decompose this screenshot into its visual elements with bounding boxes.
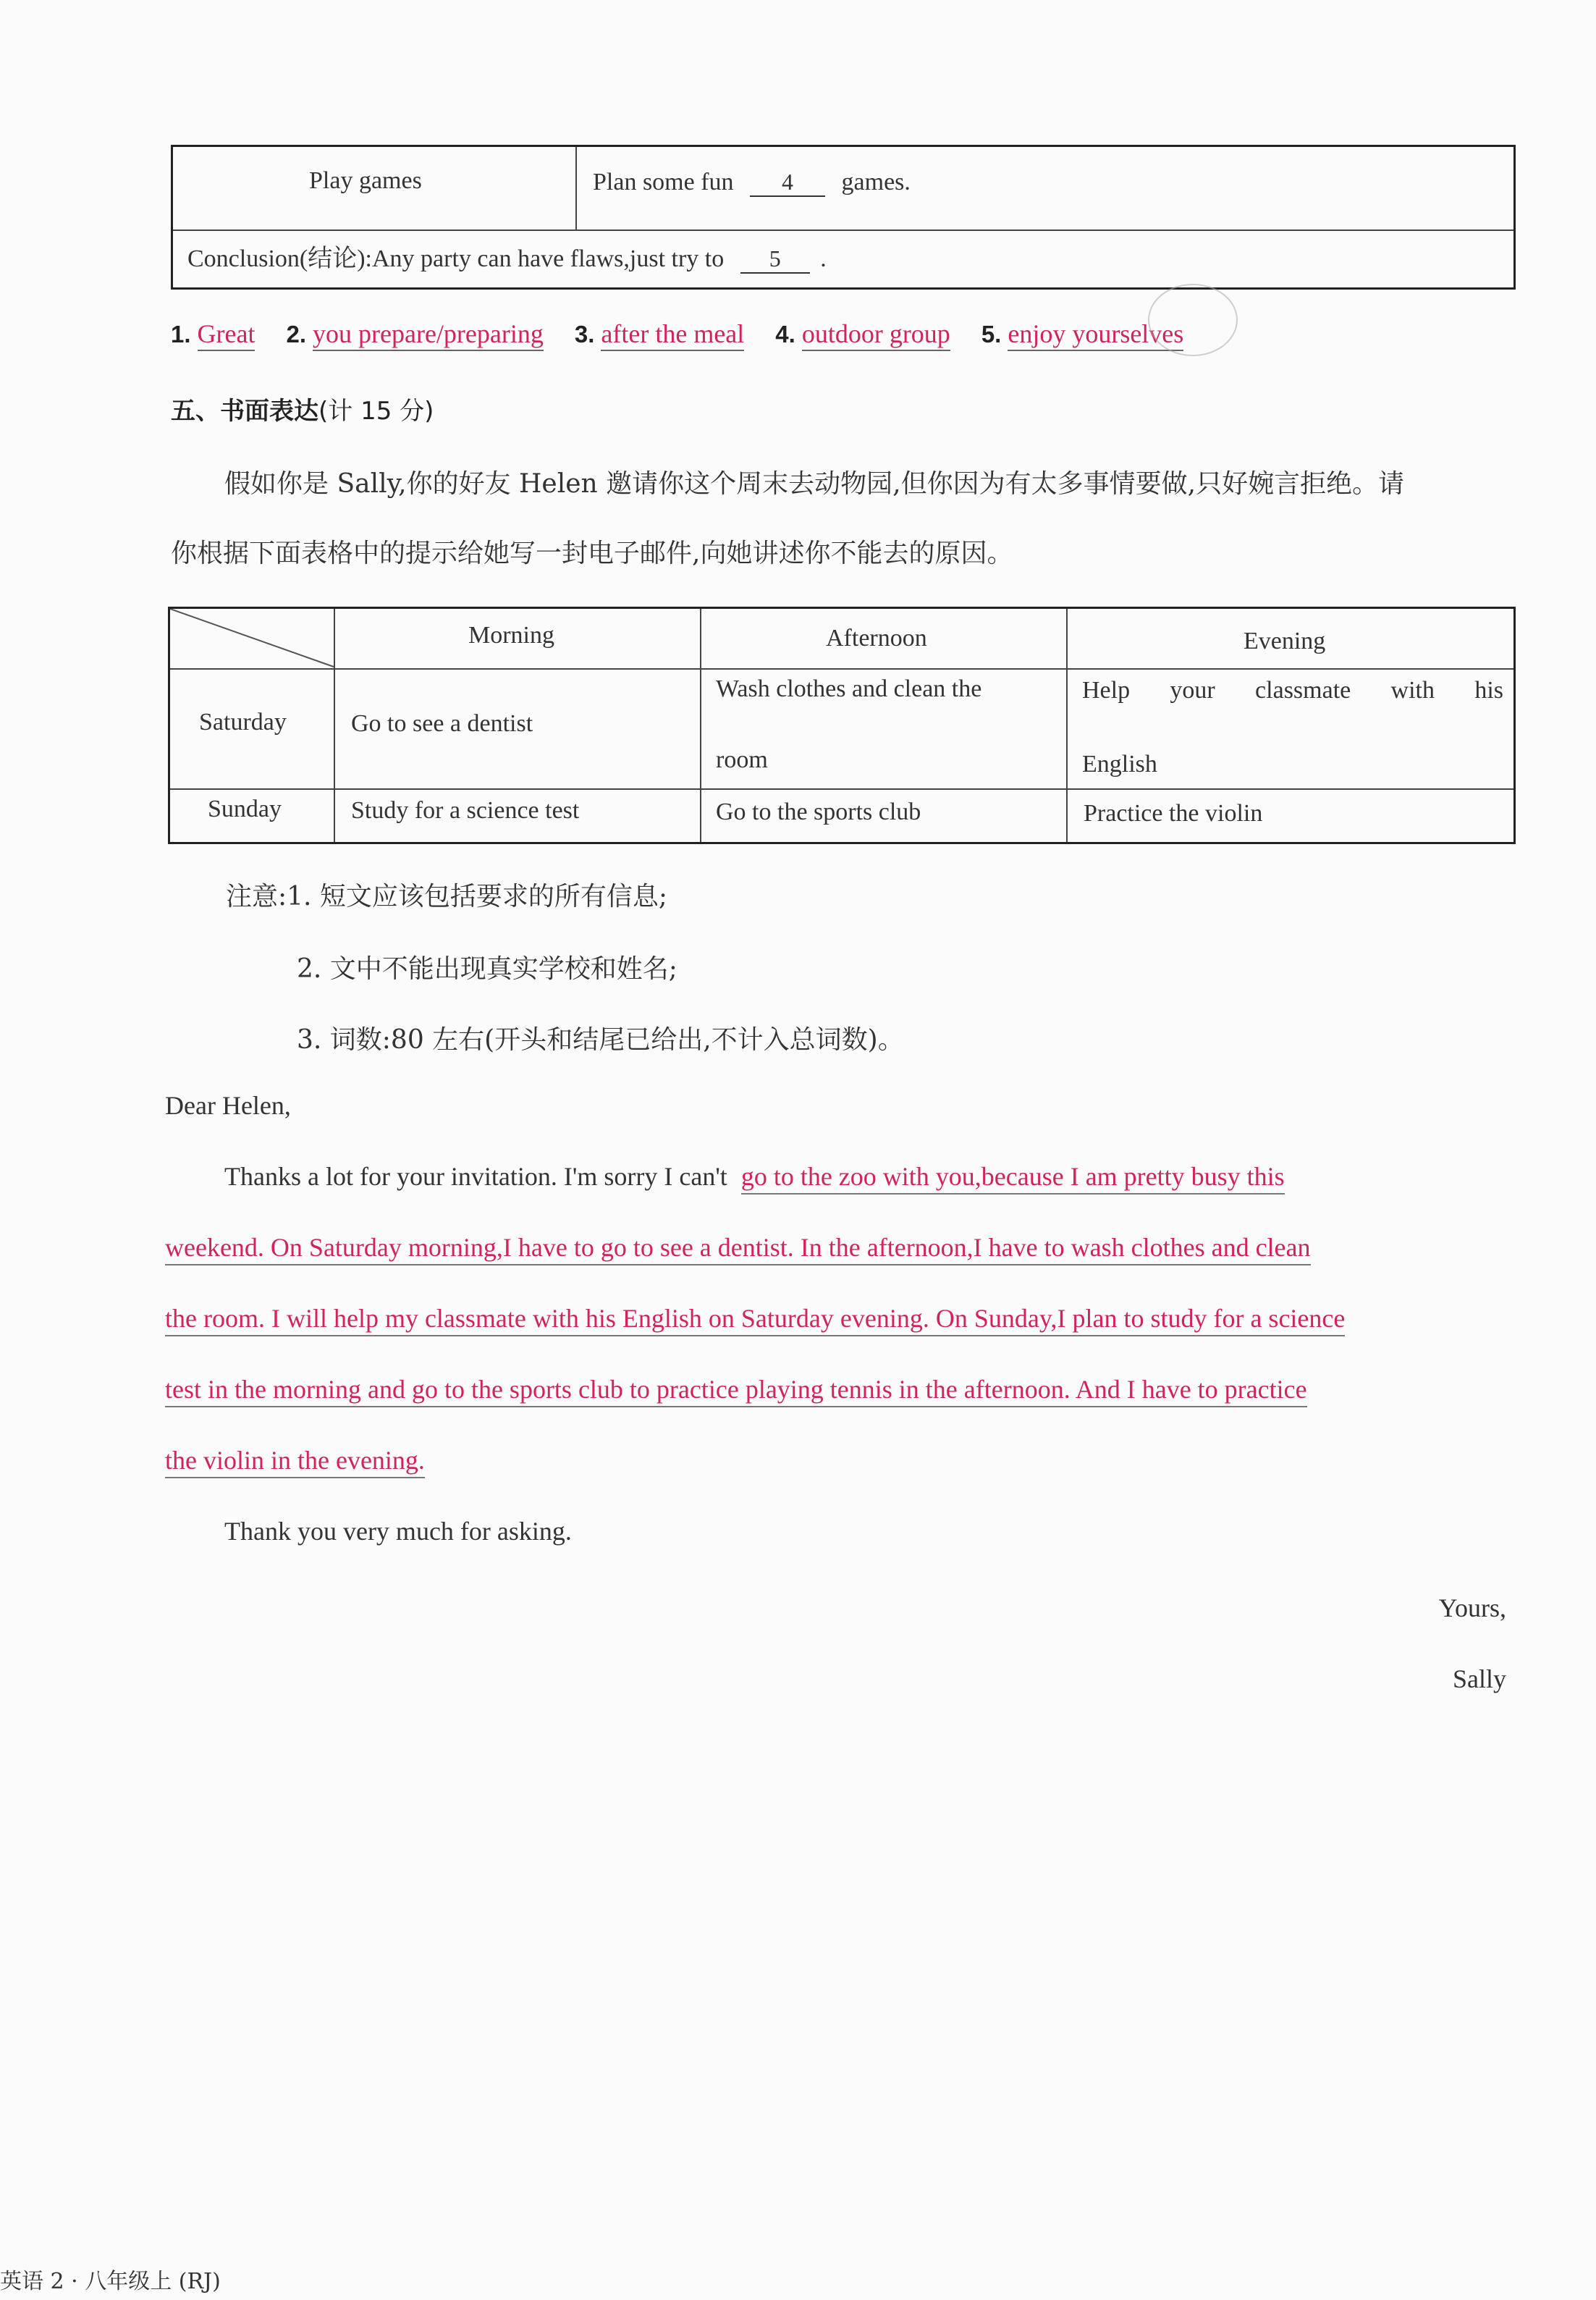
saturday-afternoon-1: Wash clothes and clean the [716,675,982,702]
letter-greeting: Dear Helen, [165,1091,291,1120]
letter-closing: Thank you very much for asking. [224,1517,572,1546]
prompt-line-2: 你根据下面表格中的提示给她写一封电子邮件,向她讲述你不能去的原因。 [171,539,1013,568]
table-divider [700,609,701,842]
letter-yours: Yours, [1438,1593,1506,1622]
answer-key [171,319,1546,369]
table-divider [170,668,1513,670]
prompt-line-1: 假如你是 Sally,你的好友 Helen 邀请你这个周末去动物园,但你因为有太多事情要做,只好婉言拒绝。请 [224,469,1405,499]
letter-line-1 [165,1161,1511,1192]
header-afternoon: Afternoon [826,625,927,652]
plan-text: Plan some fun [593,169,734,195]
header-evening: Evening [1244,628,1326,654]
answer-value: enjoy yourselves [1008,319,1183,351]
note-3: 3. 词数:80 左右(开头和结尾已给出,不计入总词数)。 [297,1025,904,1055]
letter-line-5 [165,1445,1511,1475]
letter-answer: the room. I will help my classmate with his English on Saturday evening. On Sunday,I plan to study for a science [165,1304,1345,1336]
table-divider [575,147,577,229]
note-2: 2. 文中不能出现真实学校和姓名; [297,954,677,984]
sunday-morning: Study for a science test [351,797,580,824]
answer-1 [171,319,255,349]
table-divider [334,609,335,842]
stamp-icon [1148,284,1238,356]
row-saturday-label: Saturday [199,709,287,736]
answer-number: 2. [286,321,307,347]
saturday-evening-2: English [1082,751,1157,778]
saturday-evening-1: Help your classmate with his [1082,677,1503,704]
answer-4 [775,319,950,349]
letter-signature: Sally [1452,1664,1506,1693]
section-title-text: 五、书面表达 [171,397,318,426]
saturday-morning: Go to see a dentist [351,710,533,737]
answer-2 [286,319,543,349]
answer-number: 5. [981,321,1002,347]
answer-value: outdoor group [802,319,950,351]
header-diagonal [170,609,335,668]
answer-number: 4. [775,321,795,347]
row-sunday-label: Sunday [208,796,282,822]
answer-number: 1. [171,321,191,347]
table-cell-conclusion [187,238,827,274]
blank-4: 4 [750,169,825,197]
sunday-evening: Practice the violin [1084,800,1263,827]
table-cell-plan [593,169,911,197]
answer-number: 3. [574,321,595,347]
top-table [171,145,1516,290]
letter-line-4 [165,1374,1511,1404]
letter-text: Thanks a lot for your invitation. I'm sorry I can't [224,1162,727,1191]
answer-value: you prepare/preparing [313,319,544,351]
section-title [171,391,434,426]
answer-value: Great [198,319,256,351]
letter-answer: go to the zoo with you,because I am pretty busy this [741,1162,1285,1195]
table-divider [170,788,1513,790]
answer-value: after the meal [601,319,744,351]
saturday-afternoon-2: room [716,746,768,773]
conclusion-text: Conclusion(结论):Any party can have flaws,just try to [187,245,725,272]
letter-answer: weekend. On Saturday morning,I have to go to see a dentist. In the afternoon,I have to wash clothes and clean [165,1233,1311,1265]
table-divider [1066,609,1068,842]
page-footer: 英语 2 · 八年级上 (RJ) [0,2269,221,2294]
plan-text-end: games. [841,169,911,195]
letter-answer: the violin in the evening. [165,1446,425,1478]
section-score: (计 15 分) [318,397,434,426]
header-morning: Morning [468,622,554,649]
letter-line-3 [165,1303,1511,1334]
letter-answer: test in the morning and go to the sports club to practice playing tennis in the afternoon. And I have to practice [165,1375,1307,1407]
conclusion-end: . [820,245,827,272]
sunday-afternoon: Go to the sports club [716,799,921,825]
blank-5: 5 [740,245,810,274]
note-1: 注意:1. 短文应该包括要求的所有信息; [226,882,668,911]
schedule-table [168,607,1516,844]
answer-3 [575,319,744,349]
table-cell-play-games: Play games [309,167,422,194]
letter-line-2 [165,1232,1511,1263]
